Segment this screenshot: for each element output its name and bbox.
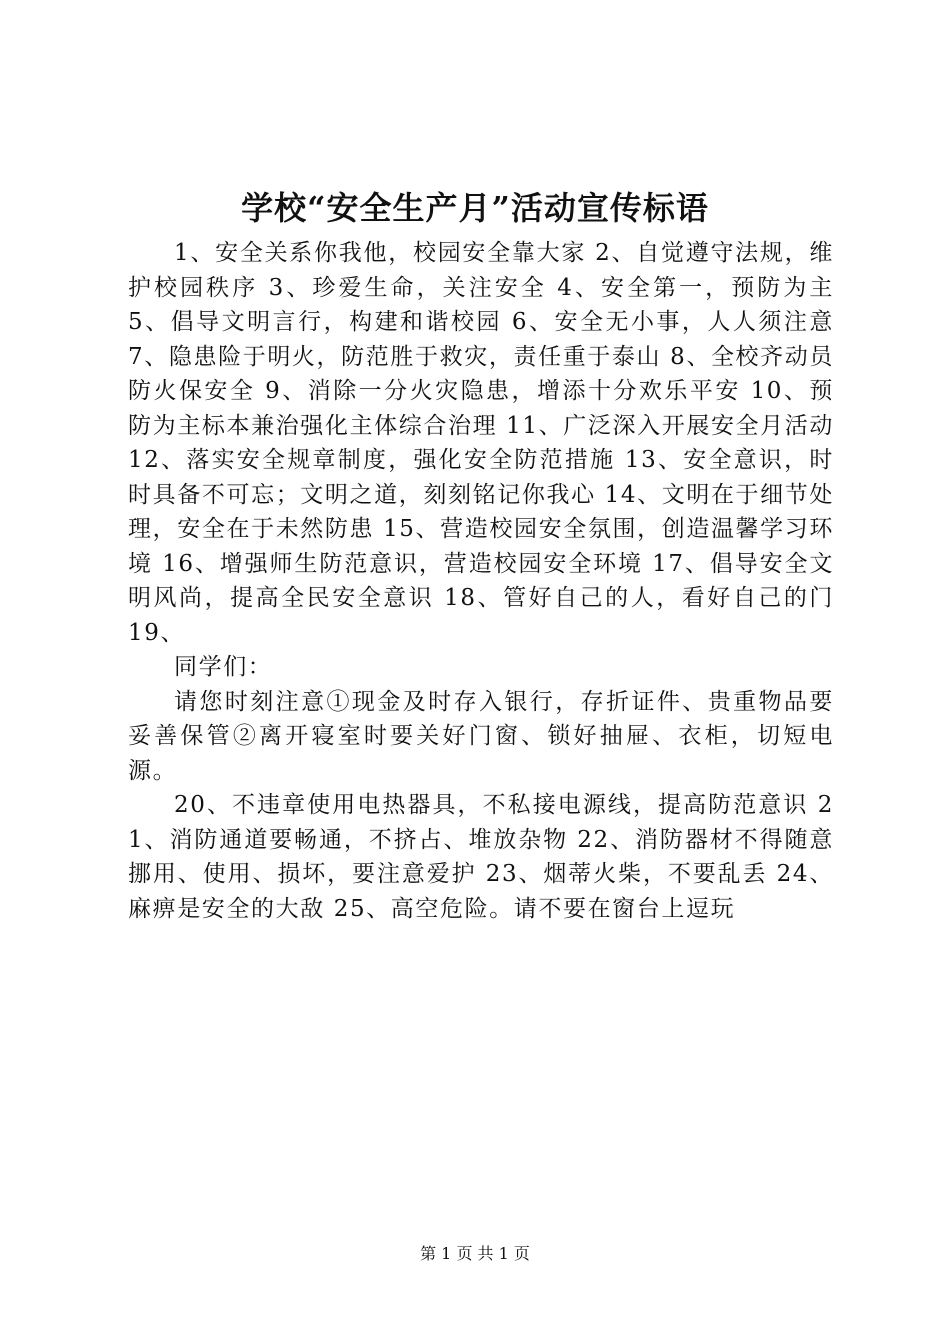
paragraph-slogans-2: 20、不违章使用电热器具，不私接电源线，提高防范意识 21、消防通道要畅通，不挤占、堆放杂物 22、消防器材不得随意挪用、使用、损坏，要注意爱护 23、烟蒂火柴，不要乱丢 24、麻痹是安全的大敌 25、高空危险。请不要在窗台上逗玩 — [128, 792, 834, 922]
page-number-footer: 第 1 页 共 1 页 — [420, 1244, 530, 1263]
document-title: 学校“安全生产月”活动宣传标语 — [241, 189, 709, 227]
paragraph-notice: 请您时刻注意①现金及时存入银行，存折证件、贵重物品要妥善保管②离开寝室时要关好门窗、锁好抽屉、衣柜，切短电源。 — [128, 688, 834, 784]
paragraph-slogans-1: 1、安全关系你我他，校园安全靠大家 2、自觉遵守法规，维护校园秩序 3、珍爱生命，关注安全 4、安全第一，预防为主 5、倡导文明言行，构建和谐校园 6、安全无小事，人人须注意 7、隐患险于明火，防范胜于救灾，责任重于泰山 8、全校齐动员防火保安全 9、消除一分火灾隐患，增添十分欢乐平安 10、预防为主标本兼治强化主体综合治理 11、广泛深入开展安全月活动 12、落实安全规章制度，强化安全防范措施 13、安全意识，时时具备不可忘；文明之道，刻刻铭记你我心 14、文明在于细节处理，安全在于未然防患 15、营造校园安全氛围，创造温馨学习环境 16、增强师生防范意识，营造校园安全环境 17、倡导安全文明风尚，提高全民安全意识 18、管好自己的人，看好自己的门 19、 — [128, 240, 834, 646]
document-body — [128, 236, 834, 926]
paragraph-greeting: 同学们： — [174, 654, 273, 680]
